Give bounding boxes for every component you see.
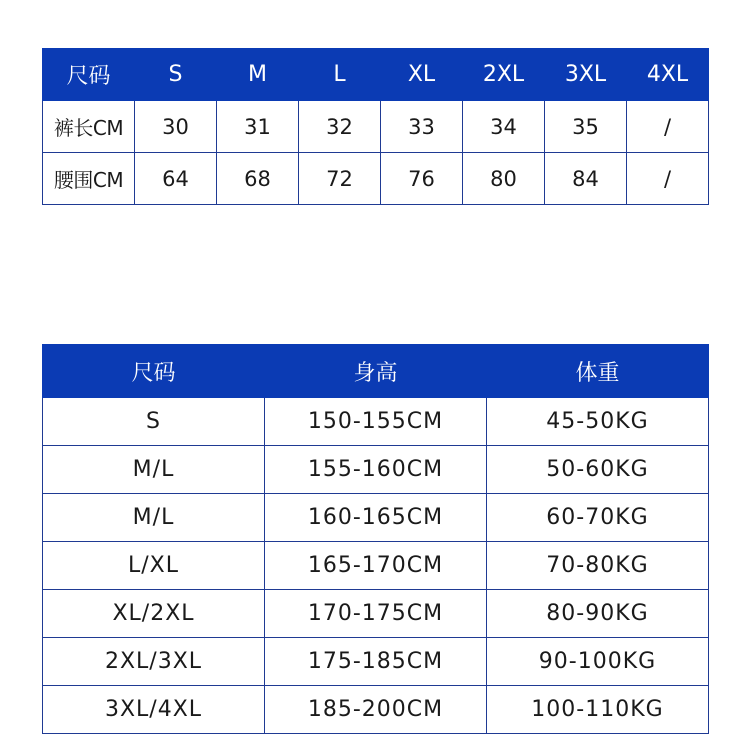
table-row [43,494,709,542]
table-cell: / [627,153,709,205]
height-cell: 170-175CM [265,590,487,638]
table-cell: 33 [381,101,463,153]
table-cell: 72 [299,153,381,205]
size-cell: M/L [43,446,265,494]
pants-size-table [42,48,709,205]
table-cell: 31 [217,101,299,153]
height-cell: 175-185CM [265,638,487,686]
table-row [43,398,709,446]
size-cell: L/XL [43,542,265,590]
size-cell: S [43,398,265,446]
table-cell: 32 [299,101,381,153]
row-label: 腰围CM [43,153,135,205]
header-xl: XL [381,49,463,101]
size-cell: 2XL/3XL [43,638,265,686]
table-cell: 80 [463,153,545,205]
height-cell: 150-155CM [265,398,487,446]
height-cell: 155-160CM [265,446,487,494]
header-4xl: 4XL [627,49,709,101]
table-cell: 35 [545,101,627,153]
table-header-row [43,345,709,398]
table-row-waist [43,153,709,205]
table-cell: 84 [545,153,627,205]
weight-cell: 80-90KG [487,590,709,638]
row-label: 裤长CM [43,101,135,153]
weight-cell: 90-100KG [487,638,709,686]
table-cell: 68 [217,153,299,205]
table-row [43,542,709,590]
size-cell: M/L [43,494,265,542]
table-cell: 76 [381,153,463,205]
weight-cell: 50-60KG [487,446,709,494]
height-weight-size-table [42,344,709,734]
size-cell: XL/2XL [43,590,265,638]
header-3xl: 3XL [545,49,627,101]
header-l: L [299,49,381,101]
weight-cell: 70-80KG [487,542,709,590]
header-size: 尺码 [43,49,135,101]
table-row-pants-length [43,101,709,153]
header-weight: 体重 [487,345,709,398]
size-cell: 3XL/4XL [43,686,265,734]
table-row [43,686,709,734]
weight-cell: 60-70KG [487,494,709,542]
header-m: M [217,49,299,101]
header-size: 尺码 [43,345,265,398]
header-s: S [135,49,217,101]
table-cell: 30 [135,101,217,153]
table-header-row [43,49,709,101]
height-cell: 185-200CM [265,686,487,734]
height-cell: 160-165CM [265,494,487,542]
table-row [43,446,709,494]
weight-cell: 45-50KG [487,398,709,446]
weight-cell: 100-110KG [487,686,709,734]
table-row [43,590,709,638]
table-cell: 34 [463,101,545,153]
table-row [43,638,709,686]
table-cell: / [627,101,709,153]
height-cell: 165-170CM [265,542,487,590]
header-height: 身高 [265,345,487,398]
table-cell: 64 [135,153,217,205]
header-2xl: 2XL [463,49,545,101]
